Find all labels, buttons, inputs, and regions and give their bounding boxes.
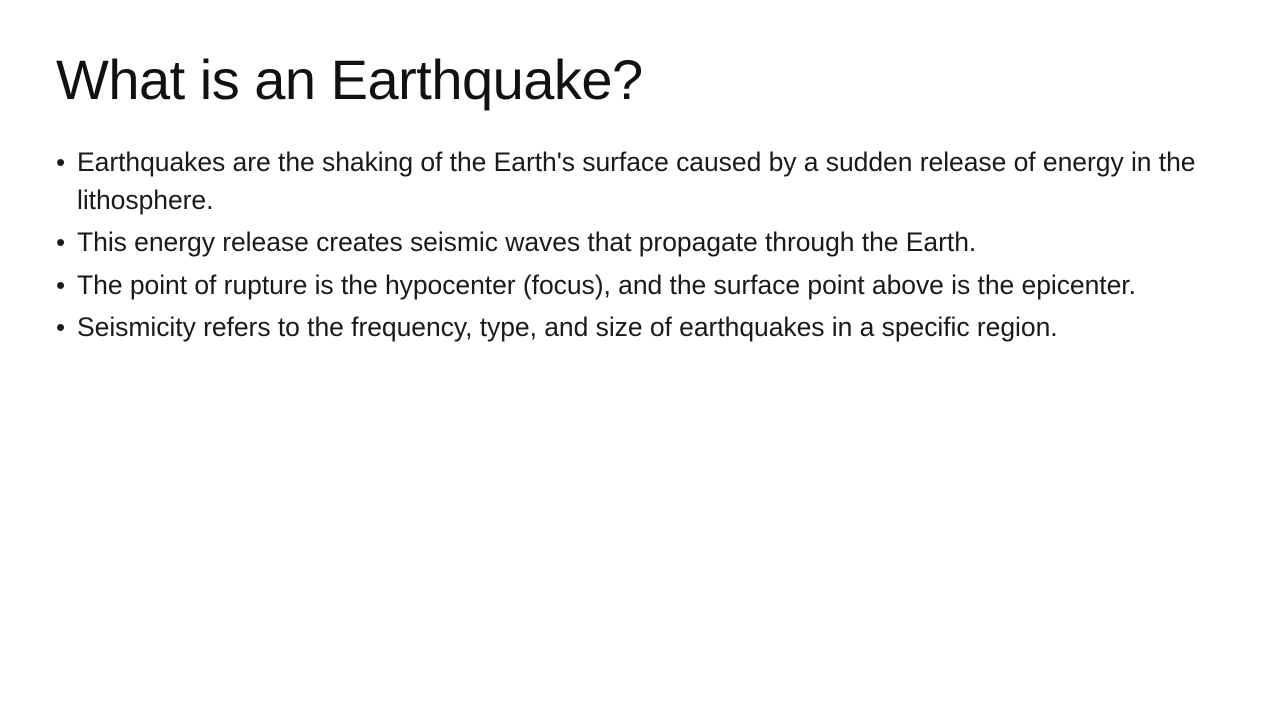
list-item-label: Seismicity refers to the frequency, type, and size of earthquakes in a specific region. [77,312,1058,343]
bullet-point-icon: • [56,147,66,177]
list-item [56,266,1228,304]
list-item [56,223,1228,261]
list-item-label: Earthquakes are the shaking of the Earth's surface caused by a sudden release of energy in the lithosphere. [77,147,1196,216]
list-item [56,308,1228,346]
list-item-label: This energy release creates seismic waves that propagate through the Earth. [77,227,977,258]
bullet-point-icon: • [56,269,66,300]
bullet-list [56,143,1228,351]
list-item-label: The point of rupture is the hypocenter (focus), and the surface point above is the epicenter. [77,269,1136,300]
bullet-point-icon: • [56,227,66,258]
page-title: What is an Earthquake? [56,48,643,111]
bullet-point-icon: • [56,312,66,343]
list-item [56,143,1228,219]
